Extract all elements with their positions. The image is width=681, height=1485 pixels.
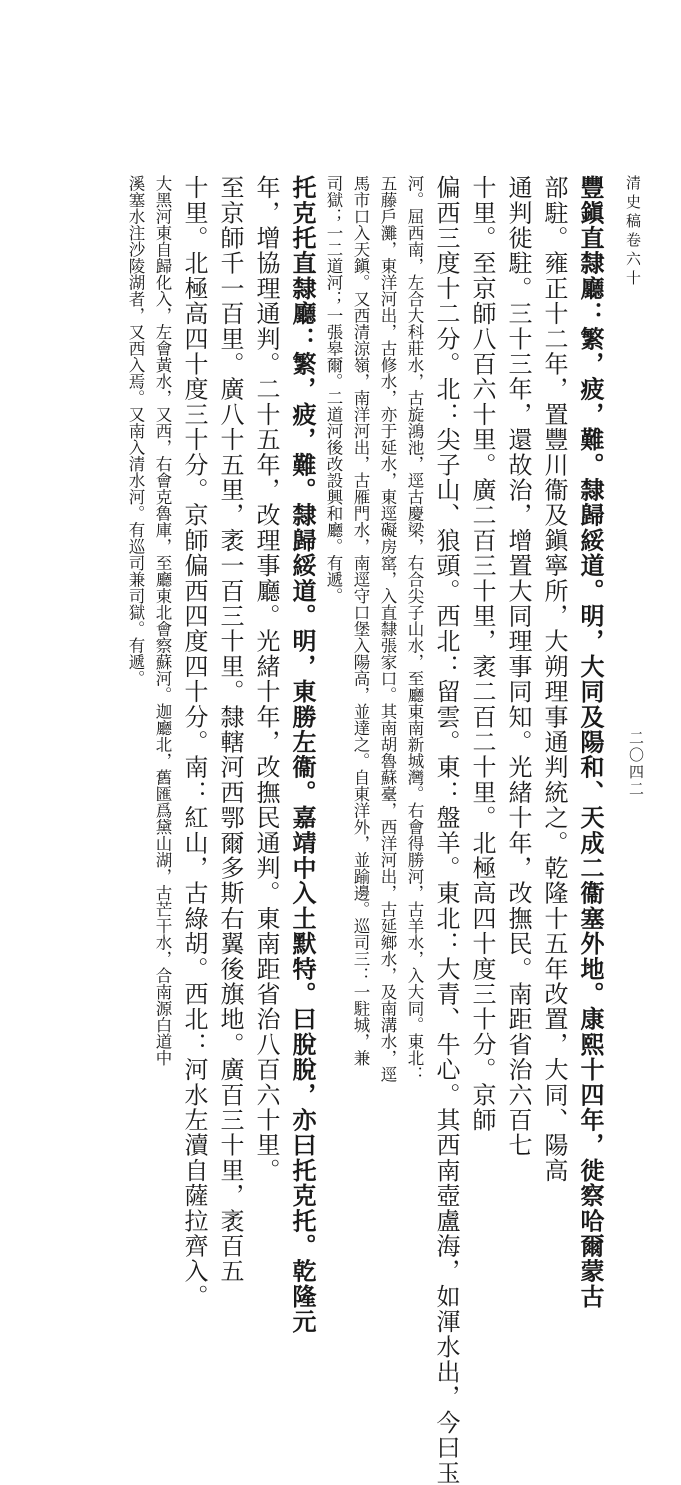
text-column: 十里。至京師八百六十里。廣二百三十里，袤二百二十里。北極高四十度三十分。京師 [468,175,496,1133]
annotation-column: 溪塞水注沙陵湖者，又西入焉。又南入清水河。有巡司兼司獄。有遞。 [126,175,145,687]
running-header-title: 清史稿卷六十 [624,175,642,289]
annotation-column: 河。屈西南，左合大科莊水，古旋鴻池，逕古慶梁，右合尖子山水，至廳東南新城灣。右會得勝河，古羊水，入大同。東北： [405,175,424,1083]
page-number: 二〇四二 [627,730,645,798]
annotation-column: 馬市口入天鎭。又西清涼嶺，南洋河出，古雁門水，南逕守口堡入陽高，並達之。自東洋外，並踰邊。巡司三：一駐城，兼 [351,175,370,1066]
text-column: 托克托直隸廳：繁，疲，難。隸歸綏道。明，東勝左衞。嘉靖中入土默特。曰脫脫，亦曰托克托。乾隆元 [288,175,317,1335]
text-column: 年，增協理通判。二十五年，改理事廳。光緒十年，改撫民通判。東南距省治八百六十里。 [252,175,280,1183]
text-column: 部駐。雍正十二年，置豐川衞及鎭寧所，大朔理事通判統之。乾隆十五年改置，大同、陽高 [540,175,568,1183]
text-column: 豐鎭直隸廳：繁，疲，難。隸歸綏道。明，大同及陽和、天成二衞塞外地。康熙十四年，徙察哈爾蒙古 [576,175,605,1309]
vertical-text-block [88,175,608,1485]
annotation-column: 大黑河東自歸化入，左會黃水，又西，右會克魯庫，至廳東北會察蘇河。迦廳北，舊匯爲黛山湖，古芒干水，合南源白道中 [153,175,172,1066]
text-column: 十里。北極高四十度三十分。京師偏西四度四十分。南：紅山，古綠胡。西北：河水左瀆自薩拉齊入。 [180,175,208,1309]
annotation-column: 司獄；一二道河；一張皋爾。二道河後改設興和廳。有遞。 [324,175,343,604]
annotation-column: 五藤戶灘，東洋河出，古修水，亦于延水，東逕礙房窰，入直隸張家口。其南胡魯蘇臺，西洋河出，古延鄉水，及南溝水，逕 [378,175,397,1083]
text-column: 至京師千一百里。廣八十五里，袤一百三十里。隸轄河西鄂爾多斯右翼後旗地。廣百三十里，袤百五 [216,175,244,1284]
text-column: 通判徙駐。三十三年，還故治，增置大同理事同知。光緒十年，改撫民。南距省治六百七 [504,175,532,1158]
text-column: 偏西三度十二分。北：尖子山、狼頭。西北：留雲。東：盤羊。東北：大青、牛心。其西南壺盧海，如渾水出，今曰玉 [432,175,460,1485]
